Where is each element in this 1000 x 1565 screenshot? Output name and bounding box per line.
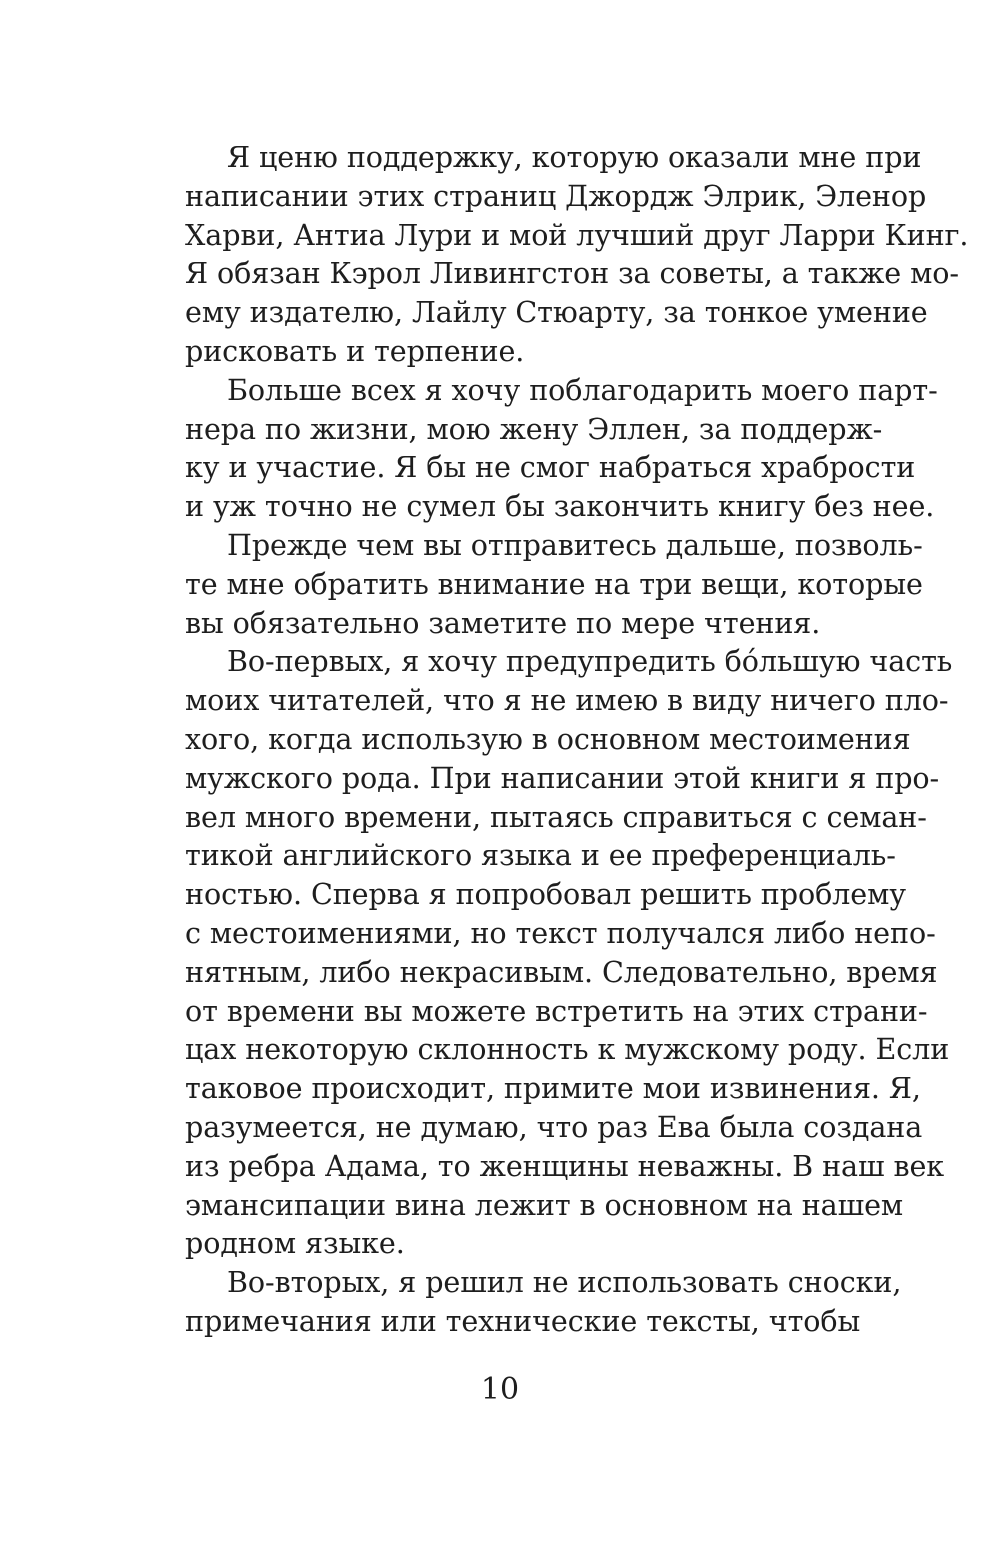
text-line: хого, когда использую в основном местоимения [185,721,911,756]
text-line: Харви, Антиа Лури и мой лучший друг Ларри Кинг. [185,217,969,252]
text-line: от времени вы можете встретить на этих страни- [185,993,928,1028]
text-line: Я обязан Кэрол Ливингстон за советы, а также мо- [185,256,959,291]
text-line: вы обязательно заметите по мере чтения. [185,605,821,640]
text-line: примечания или технические тексты, чтобы [185,1303,861,1338]
text-line: тикой английского языка и ее преференциаль- [185,838,896,873]
text-line: моих читателей, что я не имею в виду ничего пло- [185,683,949,718]
text-line: нера по жизни, мою жену Эллен, за поддерж- [185,411,883,446]
text-line: мужского рода. При написании этой книги я про- [185,760,940,795]
text-line: вел много времени, пытаясь справиться с семан- [185,799,927,834]
text-line: ностью. Сперва я попробовал решить проблему [185,877,906,912]
text-line: цах некоторую склонность к мужскому роду. Если [185,1032,950,1067]
paragraph-4 [185,642,953,1263]
text-line: таковое происходит, примите мои извинения. Я, [185,1071,921,1106]
text-line: и уж точно не сумел бы закончить книгу без нее. [185,489,935,524]
text-line: рисковать и терпение. [185,333,525,368]
text-line: эмансипации вина лежит в основном на нашем [185,1187,904,1222]
text-line: нятным, либо некрасивым. Следовательно, время [185,954,938,989]
text-line: те мне обратить внимание на три вещи, которые [185,566,923,601]
text-line: Во-первых, я хочу предупредить бóльшую часть [227,644,953,679]
page-number: 10 [480,1372,520,1407]
paragraph-3 [185,526,923,642]
paragraph-5 [185,1263,902,1341]
text-line: родном языке. [185,1226,405,1261]
page-body [185,138,969,1341]
text-line: Больше всех я хочу поблагодарить моего парт- [227,372,938,407]
text-line: Я ценю поддержку, которую оказали мне при [227,140,922,174]
text-line: ку и участие. Я бы не смог набраться храбрости [185,450,916,485]
text-line: разумеется, не думаю, что раз Ева была создана [185,1109,923,1144]
paragraph-1 [185,138,969,371]
text-line: с местоимениями, но текст получался либо непо- [185,915,936,950]
text-line: Во-вторых, я решил не использовать сноски, [227,1265,902,1300]
text-line: Прежде чем вы отправитесь дальше, позволь- [227,527,923,562]
text-line: из ребра Адама, то женщины неважны. В наш век [185,1148,945,1183]
text-line: ему издателю, Лайлу Стюарту, за тонкое умение [185,295,928,330]
paragraph-2 [185,371,938,526]
text-line: написании этих страниц Джордж Элрик, Эленор [185,178,927,213]
